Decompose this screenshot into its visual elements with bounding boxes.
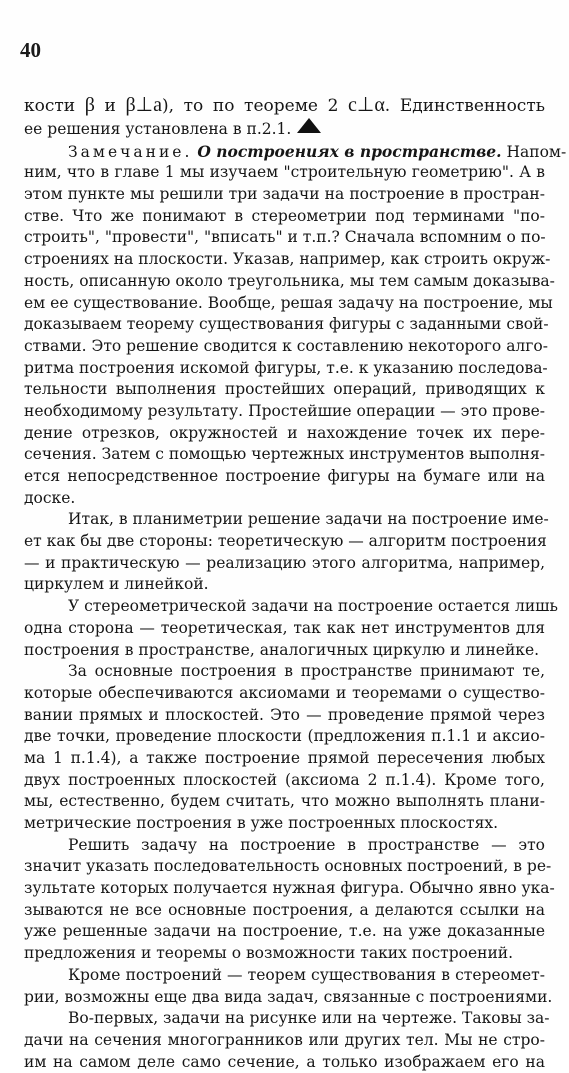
text-line: Итак, в планиметрии решение задачи на построение име- [68, 510, 549, 529]
text-fragment: ее решения установлена в п.2.1. [24, 120, 292, 138]
page-number: 40 [20, 38, 41, 62]
text-line: дачи на сечения многогранников или других тел. Мы не стро- [24, 1030, 545, 1049]
text-line: ем ее существование. Вообще, решая задачу на построение, мы [24, 293, 553, 312]
math-beta-perp-a: β⊥a [125, 94, 162, 116]
text-line: две точки, проведение плоскости (предложения п.1.1 и аксио- [24, 727, 545, 746]
text-line: вании прямых и плоскостей. Это — проведение прямой через [24, 705, 545, 724]
text-line: дение отрезков, окружностей и нахождение точек их пере- [24, 423, 545, 442]
text-line: Решить задачу на построение в пространстве — это [68, 835, 545, 854]
text-line: доске. [24, 488, 76, 507]
text-line: ритма построения искомой фигуры, т.е. к указанию последова- [24, 358, 548, 377]
text-line: зультате которых получается нужная фигура. Обычно явно ука- [24, 879, 555, 898]
text-line: тельности выполнения простейших операций, приводящих к [24, 380, 545, 399]
end-of-proof-triangle-icon [297, 118, 321, 133]
remark-title: О построениях в пространстве. [197, 141, 502, 161]
text-line: За основные построения в пространстве принимают те, [68, 662, 545, 681]
text-fragment: . Единственность [384, 96, 545, 116]
text-line: — и практическую — реализацию этого алгоритма, например, [24, 553, 545, 572]
text-line: строениях на плоскости. Указав, например, как строить окруж- [24, 250, 551, 269]
text-fragment: кости [24, 96, 85, 116]
text-line-2 [24, 118, 545, 140]
remark-label: Замечание. [68, 142, 193, 161]
text-line: значит указать последовательность основных построений, в ре- [24, 857, 552, 876]
text-line: предложения и теоремы о возможности таких построений. [24, 944, 514, 963]
text-line: Кроме построений — теорем существования в стереомет- [68, 965, 545, 984]
text-line: им на самом деле само сечение, а только изображаем его на [24, 1052, 545, 1071]
text-line: которые обеспечиваются аксиомами и теоремами о существо- [24, 683, 545, 702]
text-line: строить", "провести", "вписать" и т.п.? Сначала вспомним о по- [24, 228, 546, 247]
text-line: циркулем и линейкой. [24, 575, 209, 594]
text-line: стве. Что же понимают в стереометрии под терминами "по- [24, 206, 545, 225]
text-line: мы, естественно, будем считать, что можно выполнять плани- [24, 792, 545, 811]
text-line: ма 1 п.1.4), а также построение прямой пересечения любых [24, 748, 545, 767]
text-line: построения в пространстве, аналогичных циркулю и линейке. [24, 640, 540, 659]
body-text [24, 92, 567, 1073]
text-line: У стереометрической задачи на построение остается лишь [68, 597, 558, 616]
text-line: рии, возможны еще два вида задач, связанные с построениями. [24, 987, 553, 1006]
text-fragment: Напом- [501, 142, 567, 161]
text-fragment: и [94, 96, 126, 116]
remark-line [24, 141, 567, 163]
text-line: уже решенные задачи на построение, т.е. на уже доказанные [24, 922, 545, 941]
text-line: зываются не все основные построения, а делаются ссылки на [24, 900, 545, 919]
text-line: Во-первых, задачи на рисунке или на чертеже. Таковы за- [68, 1009, 550, 1028]
text-line: двух построенных плоскостей (аксиома 2 п.1.4). Кроме того, [24, 770, 545, 789]
text-line: метрические построения в уже построенных плоскостях. [24, 814, 499, 832]
text-line: ется непосредственное построение фигуры на бумаге или на [24, 467, 545, 485]
text-line: этом пункте мы решили три задачи на построение в простран- [24, 185, 545, 204]
text-line: ним, что в главе 1 мы изучаем "строительную геометрию". А в [24, 163, 545, 182]
text-line: сечения. Затем с помощью чертежных инструментов выполня- [24, 445, 545, 464]
math-c-perp-alpha: c⊥α [348, 94, 385, 116]
text-line: ствами. Это решение сводится к составлению некоторого алго- [24, 336, 548, 355]
text-fragment: ), то по теореме 2 [161, 96, 349, 116]
text-line: ность, описанную около треугольника, мы тем самым доказыва- [24, 271, 555, 290]
math-beta: β [84, 94, 95, 116]
text-line: доказываем теорему существования фигуры с заданными свой- [24, 315, 549, 334]
text-line: ет как бы две стороны: теоретическую — алгоритм построения [24, 532, 547, 551]
text-line: одна сторона — теоретическая, так как нет инструментов для [24, 618, 545, 637]
text-line: необходимому результату. Простейшие операции — это прове- [24, 401, 545, 420]
text-line-1 [24, 92, 545, 118]
paragraph-lines [24, 162, 558, 1073]
